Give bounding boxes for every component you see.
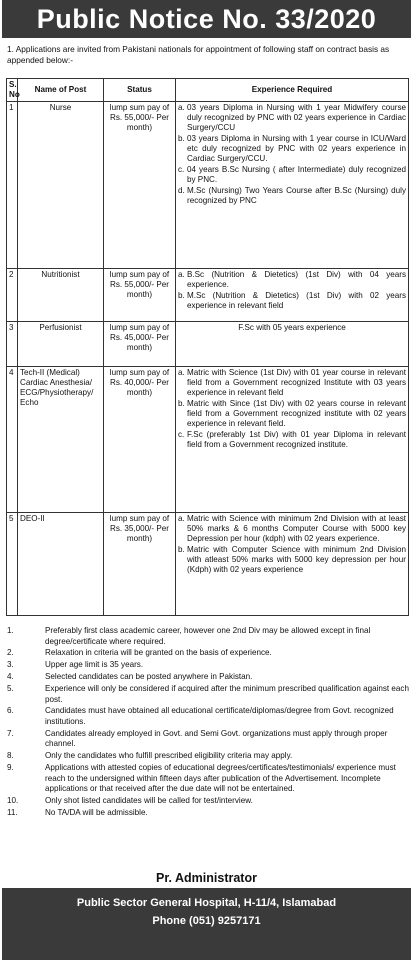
cell-post-name: Nurse — [18, 102, 104, 269]
note-text: Candidates must have obtained all educational certificate/diplomas/degree from Govt. recognized institutions. — [45, 706, 394, 726]
cell-sno: 4 — [7, 367, 18, 513]
note-number: 10. — [7, 796, 19, 806]
list-item — [7, 796, 409, 807]
experience-item — [178, 134, 406, 164]
note-number: 2. — [7, 648, 14, 658]
cell-status: lump sum pay of Rs. 55,000/- Per month) — [104, 102, 176, 269]
item-letter: a. — [178, 514, 185, 523]
item-text: 04 years B.Sc Nursing ( after Intermediate) duly recognized by PNC. — [187, 165, 406, 184]
header-experience: Experience Required — [176, 79, 409, 102]
note-number: 7. — [7, 728, 14, 738]
cell-sno: 2 — [7, 269, 18, 322]
note-number: 1. — [7, 626, 14, 635]
experience-item — [178, 291, 406, 311]
cell-post-name: DEO-II — [18, 513, 104, 616]
table-header-row — [7, 79, 409, 102]
list-item — [7, 751, 409, 762]
item-text: 03 years Diploma in Nursing with 1 year Midwifery course duly recognized by PNC with 02 years experience in Cardiac Surgery/CCU — [187, 103, 406, 132]
note-text: No TA/DA will be admissible. — [45, 807, 148, 817]
posts-table — [6, 78, 409, 616]
list-item — [7, 684, 409, 705]
experience-item — [178, 103, 406, 133]
experience-item — [178, 186, 406, 206]
note-number: 3. — [7, 660, 14, 670]
note-text: Preferably first class academic career, however one 2nd Div may be allowed except in final degree/certificate where required. — [45, 626, 371, 646]
experience-item — [178, 399, 406, 429]
cell-experience: F.Sc with 05 years experience — [176, 322, 409, 367]
note-text: Experience will only be considered if acquired after the minimum prescribed qualification against each post. — [45, 684, 409, 704]
cell-post-name: Perfusionist — [18, 322, 104, 367]
notes-list — [7, 626, 409, 820]
note-number: 6. — [7, 706, 14, 716]
item-text: 03 years Diploma in Nursing with 1 year course in ICU/Ward etc duly recognized by PNC with 02 years experience in Cardiac Surgery/CCU. — [187, 134, 406, 163]
note-text: Only the candidates who fulfill prescribed eligibility criteria may apply. — [45, 751, 293, 761]
cell-post-name: Tech-II (Medical) Cardiac Anesthesia/ ECG/Physiotherapy/ Echo — [18, 367, 104, 513]
cell-post-name: Nutritionist — [18, 269, 104, 322]
experience-item — [178, 430, 406, 450]
note-number: 5. — [7, 684, 14, 694]
list-item — [7, 808, 409, 819]
note-number: 4. — [7, 672, 14, 682]
header-sno: S. No — [7, 79, 18, 102]
item-text: M.Sc (Nutrition & Dietetics) (1st Div) with 02 years experience in relevant field — [187, 291, 406, 310]
table-row — [7, 269, 409, 322]
item-letter: b. — [178, 291, 185, 300]
note-text: Applications with attested copies of educational degrees/certificates/testimonials/ experience must reach to the undersigned within fifteen days after publication of the Advertisement. Incomplete applications or that received after the due date will not be entertained. — [45, 763, 396, 794]
experience-item — [178, 368, 406, 398]
footer-phone: Phone (051) 9257171 — [152, 915, 261, 927]
note-number: 9. — [7, 763, 14, 773]
note-text: Only shot listed candidates will be called for test/interview. — [45, 796, 253, 806]
note-text: Candidates already employed in Govt. and Semi Govt. organizations must apply through proper channel. — [45, 728, 388, 749]
cell-status: lump sum pay of Rs. 45,000/- Per month) — [104, 322, 176, 367]
experience-item — [178, 514, 406, 544]
footer-address: Public Sector General Hospital, H-11/4, Islamabad — [76, 897, 337, 909]
list-item — [7, 648, 409, 659]
item-letter: a. — [178, 270, 185, 279]
list-item — [7, 672, 409, 683]
item-text: B.Sc (Nutrition & Dietetics) (1st Div) with 04 years experience. — [187, 270, 406, 289]
list-item — [7, 626, 409, 647]
list-item — [7, 660, 409, 671]
item-letter: d. — [178, 186, 185, 195]
table-row — [7, 322, 409, 367]
footer-banner — [2, 888, 411, 960]
signatory: Pr. Administrator — [156, 871, 257, 885]
note-text: Relaxation in criteria will be granted on the basis of experience. — [45, 648, 272, 658]
item-text: Matric with Science (1st Div) with 01 year course in relevant field from a Government recognized Institute with 03 years experience in relevant field — [187, 368, 406, 397]
cell-experience — [176, 269, 409, 322]
cell-experience — [176, 513, 409, 616]
cell-status: lump sum pay of Rs. 40,000/- Per month) — [104, 367, 176, 513]
intro-paragraph: 1. Applications are invited from Pakistani nationals for appointment of following staff on contract basis as appended below:- — [7, 44, 390, 65]
cell-status: lump sum pay of Rs. 55,000/- Per month) — [104, 269, 176, 322]
experience-item — [178, 165, 406, 185]
table-row — [7, 367, 409, 513]
cell-experience — [176, 102, 409, 269]
list-item — [7, 729, 409, 750]
item-letter: b. — [178, 399, 185, 408]
item-letter: a. — [178, 103, 185, 112]
item-text: Matric with Science with minimum 2nd Division with at least 50% marks & 6 months Computer Course with 5000 key Depression per hour (kdph) with 02 years experience. — [187, 514, 406, 543]
notice-page — [2, 0, 411, 960]
table-row — [7, 513, 409, 616]
header-name: Name of Post — [18, 79, 104, 102]
table-row — [7, 102, 409, 269]
item-letter: b. — [178, 545, 185, 554]
note-number: 8. — [7, 751, 14, 761]
cell-sno: 5 — [7, 513, 18, 616]
note-text: Upper age limit is 35 years. — [45, 660, 144, 670]
list-item — [7, 706, 409, 727]
experience-item — [178, 545, 406, 575]
cell-sno: 1 — [7, 102, 18, 269]
cell-experience — [176, 367, 409, 513]
notice-title: Public Notice No. 33/2020 — [2, 0, 411, 38]
cell-status: lump sum pay of Rs. 35,000/- Per month) — [104, 513, 176, 616]
note-number: 11. — [7, 807, 18, 817]
item-text: Matric with Computer Science with minimum 2nd Division with atleast 50% marks with 5000 key depression per hour (Kdph) with 02 years experience — [187, 545, 406, 574]
item-text: M.Sc (Nursing) Two Years Course after B.Sc (Nursing) duly recognized by PNC — [187, 186, 406, 205]
item-text: F.Sc (preferably 1st Div) with 01 year Diploma in relevant field from a Government recognized institute. — [187, 430, 406, 449]
note-text: Selected candidates can be posted anywhere in Pakistan. — [45, 672, 253, 682]
item-letter: b. — [178, 134, 185, 143]
header-status: Status — [104, 79, 176, 102]
experience-item — [178, 270, 406, 290]
item-text: Matric with Since (1st Div) with 02 years course in relevant field from a Government recognized institute with 02 years experience in relevant field. — [187, 399, 406, 428]
item-letter: c. — [178, 165, 185, 174]
list-item — [7, 763, 409, 795]
cell-sno: 3 — [7, 322, 18, 367]
item-letter: c. — [178, 430, 185, 439]
item-letter: a. — [178, 368, 185, 377]
